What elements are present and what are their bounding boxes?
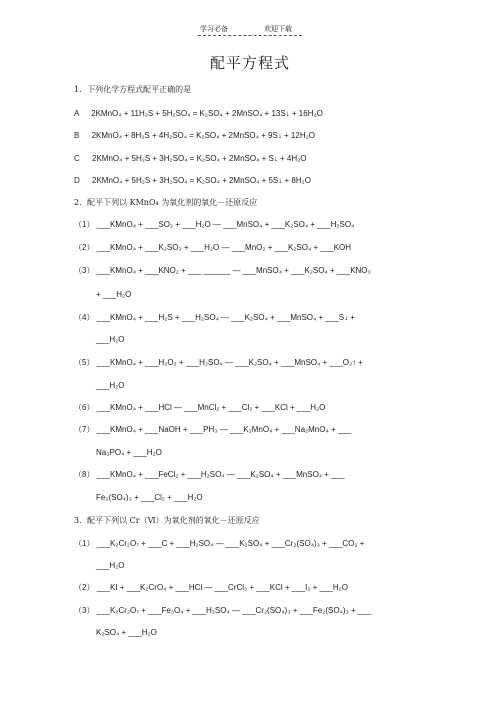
item-equation: ___KMnO₄ + ___KNO₂ + ___ ______ — ___MnSO₄ + ___K₂SO₄ + ___KNO₃ bbox=[96, 266, 371, 275]
option-equation: 2KMnO₄ + 5H₂S + 3H₂SO₄ = K₂SO₄ + 2MnSO₄ + S↓ + 4H₂O bbox=[92, 154, 307, 163]
option-label: B bbox=[74, 131, 80, 140]
item-equation: ___KI + ___K₂CrO₄ + ___HCl — ___CrCl₃ + ___KCl + ___I₂ + ___H₂O bbox=[96, 583, 348, 592]
option-equation: 2KMnO₄ + 8H₂S + 4H₂SO₄ = K₂SO₄ + 2MnSO₄ + 9S↓ + 12H₂O bbox=[91, 131, 315, 140]
section1-question: 1．下列化学方程式配平正确的是 bbox=[74, 85, 192, 94]
s2-item-3-cont: + ___H₂O bbox=[96, 290, 132, 299]
item-equation: ___KMnO₄ + ___K₂SO₃ + ___H₂O — ___MnO₂ + ___K₂SO₄ + ___KOH bbox=[96, 243, 352, 252]
s3-item-1 bbox=[74, 538, 364, 550]
header-divider bbox=[198, 35, 302, 36]
s2-item-1 bbox=[74, 219, 354, 231]
s2-item-8 bbox=[74, 469, 345, 481]
item-equation: ___K₂Cr₂O₇ + ___Fe₃O₄ + ___H₂SO₄ — ___Cr₂(SO₄)₃ + ___Fe₂(SO₄)₃ + ___ bbox=[96, 606, 372, 615]
option-equation: 2KMnO₄ + 11H₂S + 5H₂SO₄ = K₂SO₄ + 2MnSO₄ + 13S↓ + 16H₂O bbox=[91, 109, 323, 118]
s3-item-3 bbox=[74, 605, 371, 617]
s2-item-7 bbox=[74, 424, 351, 436]
s2-item-6 bbox=[74, 402, 325, 414]
item-number: （2） bbox=[74, 243, 95, 252]
item-number: （8） bbox=[74, 470, 95, 479]
option-label: C bbox=[74, 154, 80, 163]
item-number: （7） bbox=[74, 425, 95, 434]
item-equation: ___KMnO₄ + ___H₂O₂ + ___H₂SO₄ — ___K₂SO₄ + ___MnSO₄ + ___O₂↑ + bbox=[96, 358, 363, 367]
s3-item-2 bbox=[74, 582, 348, 594]
s3-item-1-cont: ___H₂O bbox=[96, 561, 125, 570]
option-label: D bbox=[74, 176, 80, 185]
s2-item-4-cont: ___H₂O bbox=[96, 335, 125, 344]
item-equation: ___KMnO₄ + ___SO₂ + ___H₂O — ___MnSO₄ + ___K₂SO₄ + ___H₂SO₄ bbox=[96, 220, 355, 229]
item-number: （4） bbox=[74, 313, 95, 322]
header-right: 欢迎下载 bbox=[264, 25, 292, 33]
option-label: A bbox=[74, 109, 79, 118]
item-number: （2） bbox=[74, 583, 95, 592]
s3-item-3-cont: K₂SO₄ + ___H₂O bbox=[96, 628, 157, 637]
option-c bbox=[74, 153, 306, 165]
page-header bbox=[0, 24, 500, 38]
item-number: （5） bbox=[74, 358, 95, 367]
item-number: （1） bbox=[74, 220, 95, 229]
item-equation: ___KMnO₄ + ___HCl — ___MnCl₂ + ___Cl₂ + ___KCl + ___H₂O bbox=[96, 403, 326, 412]
s2-item-8-cont: Fe₂(SO₄)₃ + ___Cl₂ + ___H₂O bbox=[96, 493, 203, 502]
item-number: （1） bbox=[74, 539, 95, 548]
option-b bbox=[74, 130, 315, 142]
s2-item-5 bbox=[74, 357, 363, 369]
header-left: 学习必备 bbox=[200, 25, 228, 33]
s2-item-4 bbox=[74, 312, 355, 324]
item-number: （6） bbox=[74, 403, 95, 412]
option-d bbox=[74, 175, 311, 187]
section3-heading: 3．配平下列以 Cr（Ⅵ）为氧化剂的氧化－还原反应 bbox=[74, 516, 260, 525]
item-equation: ___KMnO₄ + ___FeCl₂ + ___H₂SO₄ — ___K₂SO₄ + ___MnSO₄ + ___ bbox=[96, 470, 345, 479]
option-equation: 2KMnO₄ + 5H₂S + 3H₂SO₄ = K₂SO₄ + 2MnSO₄ + 5S↓ + 8H₂O bbox=[92, 176, 311, 185]
section2-heading: 2．配平下列以 KMnO₄ 为氧化剂的氧化－还原反应 bbox=[74, 198, 258, 207]
item-number: （3） bbox=[74, 606, 95, 615]
option-a bbox=[74, 108, 323, 120]
s2-item-5-cont: ___H₂O bbox=[96, 381, 125, 390]
item-equation: ___K₂Cr₂O₇ + ___C + ___H₂SO₄ — ___K₂SO₄ + ___Cr₂(SO₄)₃ + ___CO₂ + bbox=[96, 539, 365, 548]
item-equation: ___KMnO₄ + ___H₂S + ___H₂SO₄ — ___K₂SO₄ + ___MnSO₄ + ___S↓ + bbox=[96, 313, 355, 322]
s2-item-2 bbox=[74, 242, 351, 254]
s2-item-3 bbox=[74, 265, 371, 277]
s2-item-7-cont: Na₃PO₄ + ___H₂O bbox=[96, 448, 162, 457]
item-number: （3） bbox=[74, 266, 95, 275]
item-equation: ___KMnO₄ + ___NaOH + ___PH₃ — ___K₂MnO₄ + ___Na₂MnO₄ + ___ bbox=[96, 425, 352, 434]
page-title: 配平方程式 bbox=[209, 54, 290, 72]
